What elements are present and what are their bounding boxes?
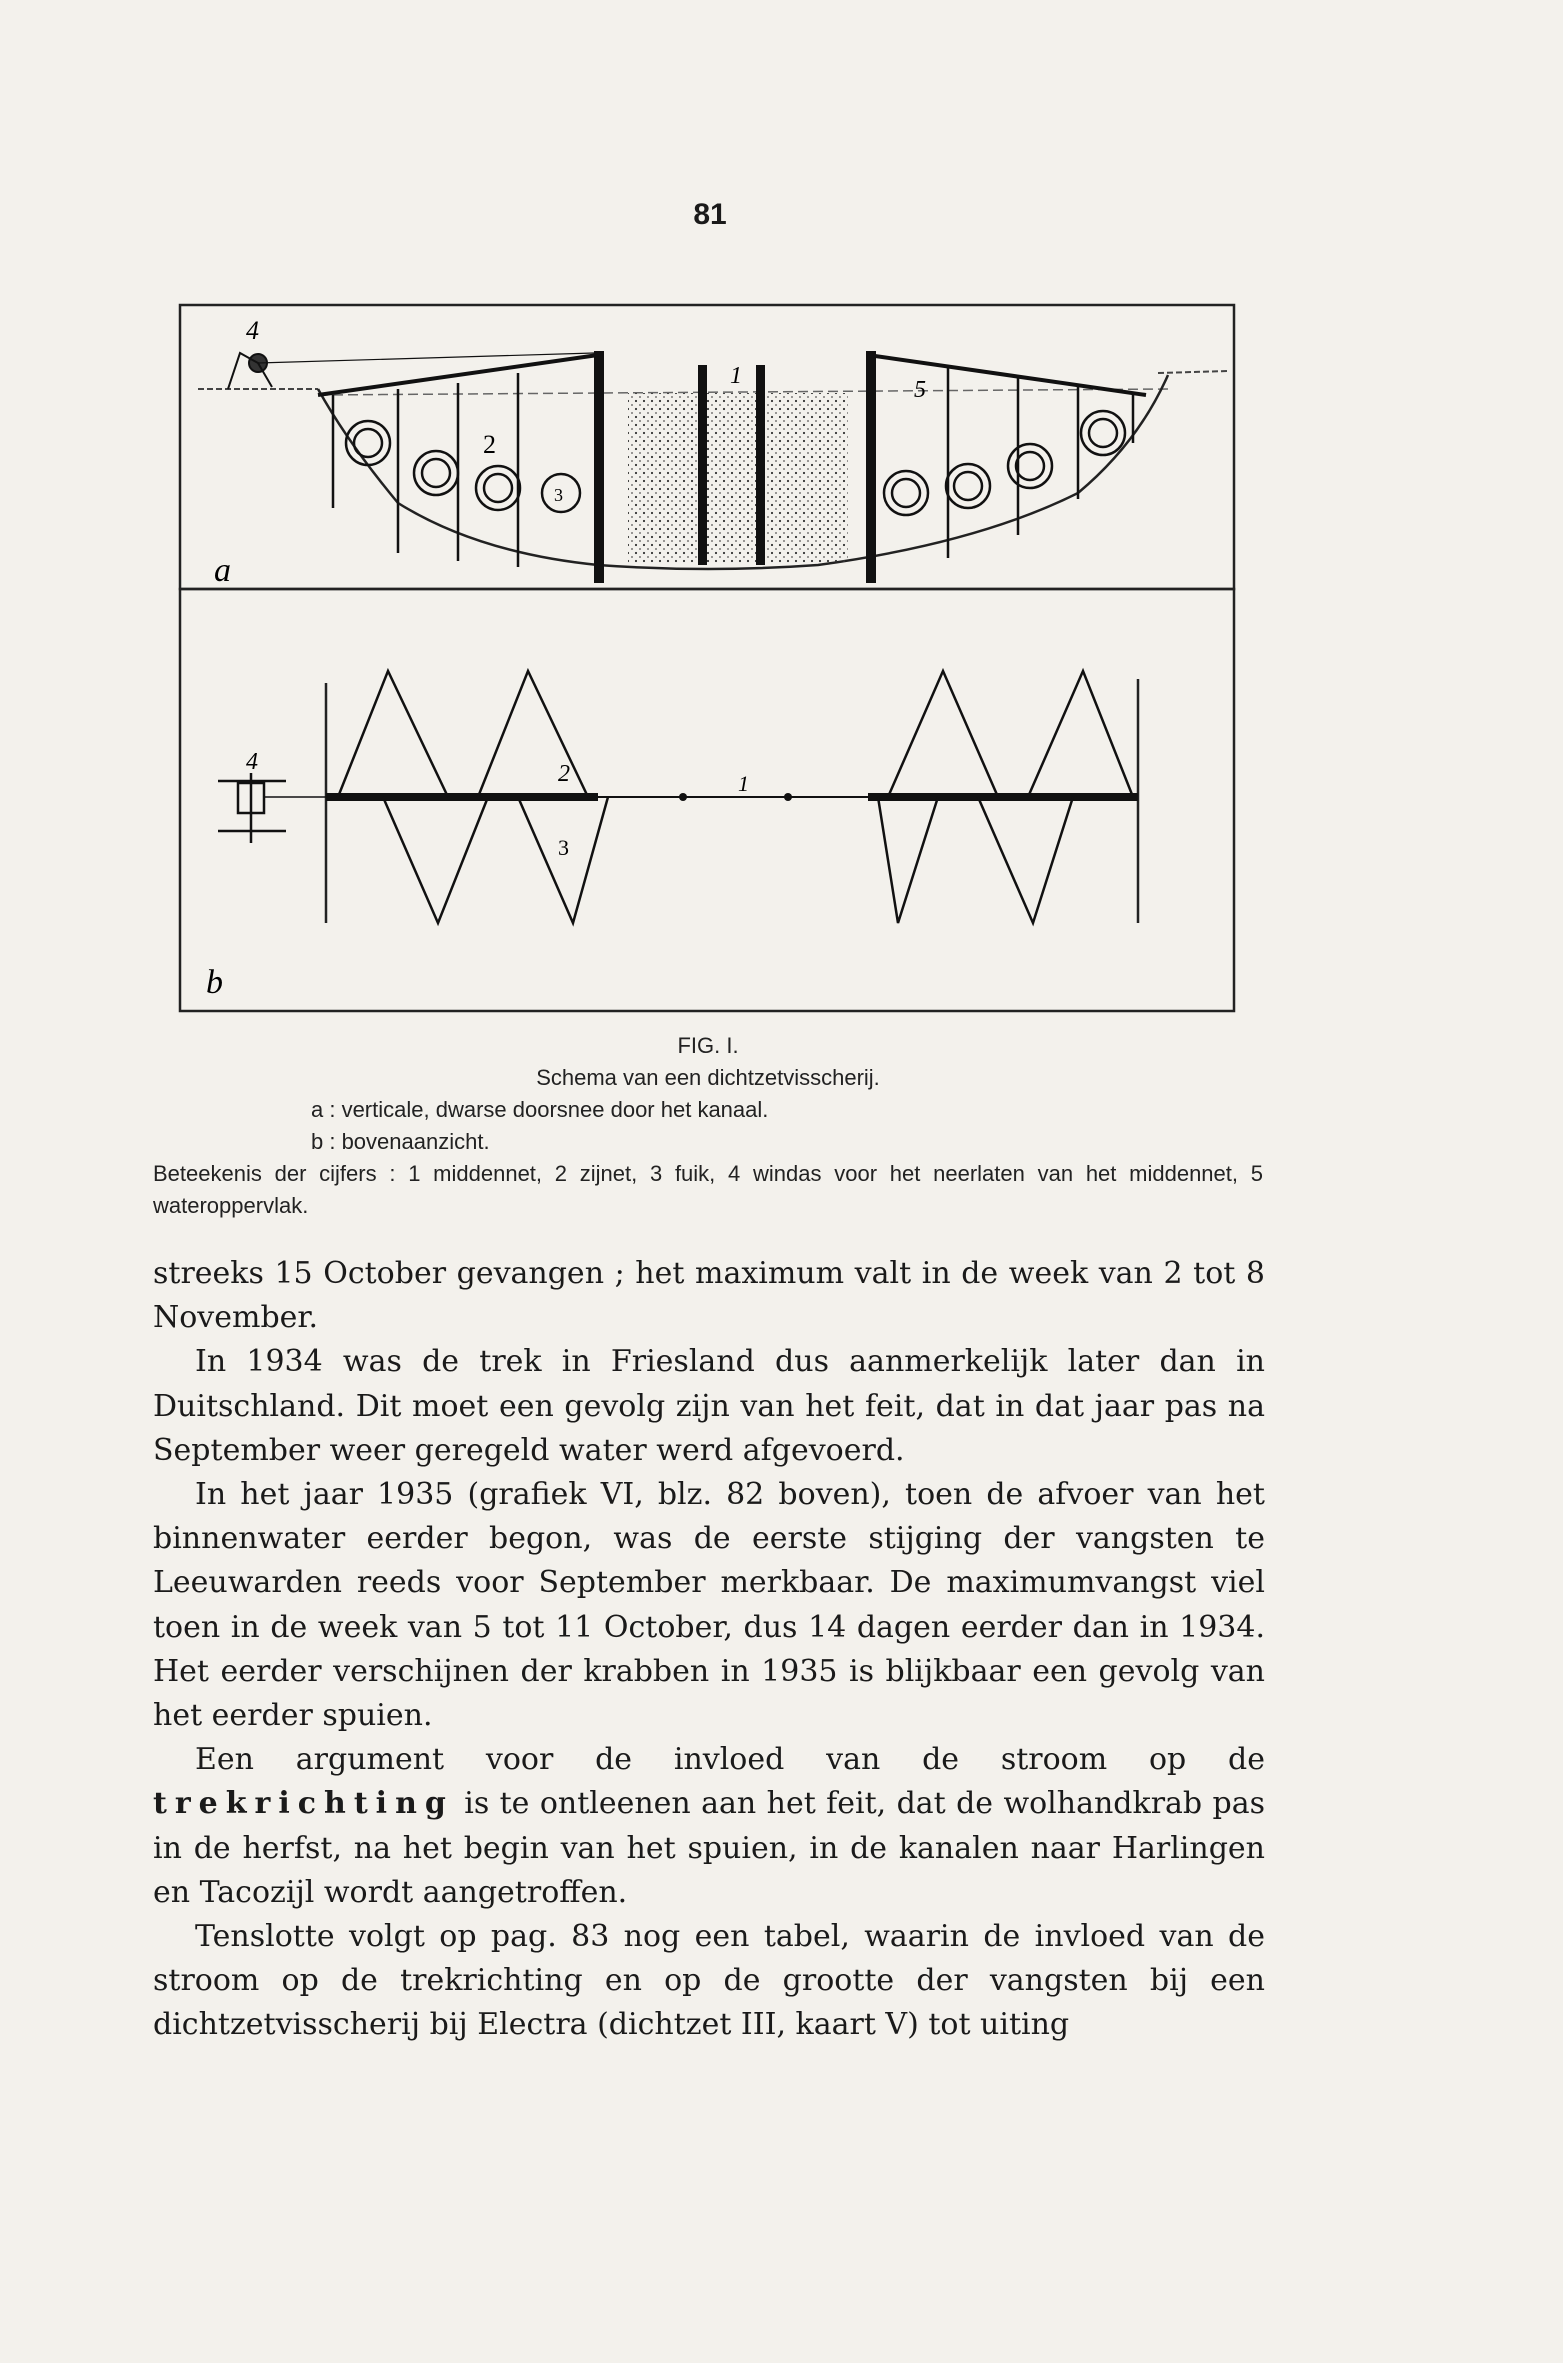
label-4-b: 4 bbox=[246, 749, 258, 775]
paragraph-4 bbox=[153, 1738, 1265, 1915]
paragraph-5: Tenslotte volgt op pag. 83 nog een tabel, waarin de invloed van de stroom op de trekrichting en op de grootte der vangsten bij een dichtzetvisscherij bij Electra (dichtzet III, kaart V) tot uiting bbox=[153, 1919, 1265, 2043]
label-1-b: 1 bbox=[738, 771, 749, 796]
caption-legend: Beteekenis der cijfers : 1 middennet, 2 zijnet, 3 fuik, 4 windas voor het neerlaten van het middennet, 5 wateroppervlak. bbox=[153, 1161, 1263, 1218]
label-1-a: 1 bbox=[730, 363, 742, 389]
label-2-b: 2 bbox=[558, 761, 570, 787]
page-number: 81 bbox=[693, 198, 727, 231]
label-5-a: 5 bbox=[914, 377, 926, 403]
label-3-b: 3 bbox=[558, 835, 569, 860]
caption-b-line: b : bovenaanzicht. bbox=[311, 1129, 490, 1154]
figure-drawing bbox=[178, 303, 1236, 1013]
paragraph-1: streeks 15 October gevangen ; het maximum valt in de week van 2 tot 8 November. bbox=[153, 1256, 1265, 1336]
label-3-a: 3 bbox=[554, 485, 563, 505]
fuik-circles-left bbox=[346, 421, 580, 512]
figure-caption bbox=[153, 1030, 1263, 1222]
label-4-a: 4 bbox=[246, 316, 259, 345]
paragraph-4-start: Een argument voor de invloed van de stroom op de bbox=[195, 1742, 1265, 1778]
windas-b bbox=[218, 773, 326, 843]
paragraph-2: In 1934 was de trek in Friesland dus aanmerkelijk later dan in Duitschland. Dit moet een gevolg zijn van het feit, dat in dat jaar pas na September weer geregeld water werd afgevoerd. bbox=[153, 1344, 1265, 1468]
label-2-a: 2 bbox=[483, 430, 496, 459]
fuik-circles-right bbox=[884, 411, 1125, 515]
paragraph-4-end: is te ontleenen aan het feit, dat de wolhandkrab pas in de herfst, na het begin van het spuien, in de kanalen naar Harlingen en Tacozijl wordt aangetroffen. bbox=[153, 1786, 1265, 1910]
caption-title: FIG. I. bbox=[677, 1033, 739, 1058]
paragraph-3: In het jaar 1935 (grafiek VI, blz. 82 boven), toen de afvoer van het binnenwater eerder begon, was de eerste stijging der vangsten te Leeuwarden reeds voor September merkbaar. De maximumvangst viel toen in de week van 5 tot 11 October, dus 14 dagen eerder dan in 1934. Het eerder verschijnen der krabben in 1935 is blijkbaar een gevolg van het eerder spuien. bbox=[153, 1477, 1265, 1734]
figure-dichtzet-schema bbox=[178, 303, 1236, 1013]
spaced-word-trekrichting: trekrichting bbox=[153, 1786, 454, 1822]
middle-net-area bbox=[628, 393, 848, 563]
panel-a-label: a bbox=[214, 552, 231, 589]
panel-b-label: b bbox=[206, 964, 223, 1001]
body-text bbox=[153, 1252, 1265, 2048]
caption-subtitle: Schema van een dichtzetvisscherij. bbox=[536, 1065, 880, 1090]
caption-a-line: a : verticale, dwarse doorsnee door het kanaal. bbox=[311, 1097, 769, 1122]
